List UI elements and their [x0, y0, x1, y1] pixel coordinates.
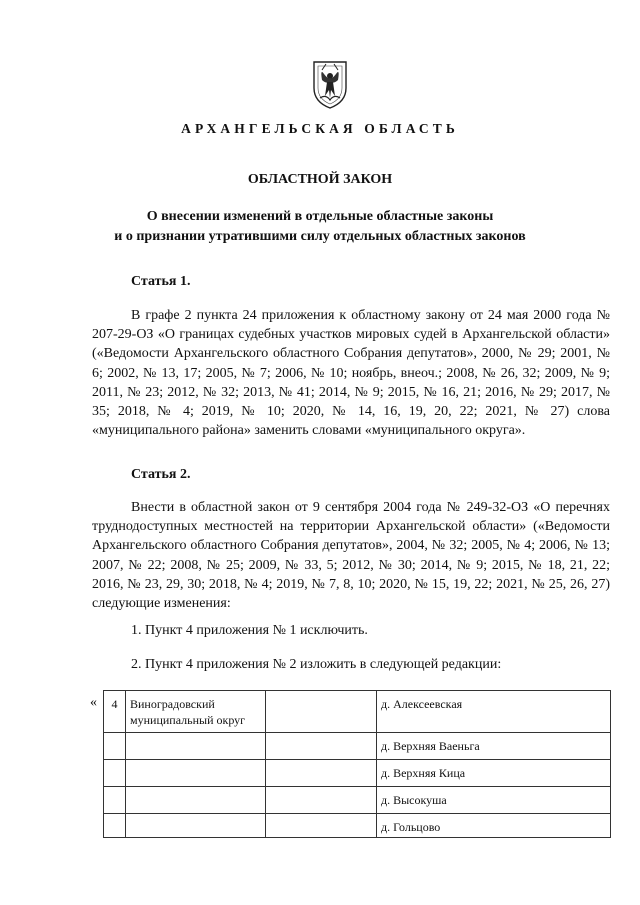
- extra-cell: [266, 787, 377, 814]
- table-row: [104, 733, 611, 760]
- article-2-item-2: 2. Пункт 4 приложения № 2 изложить в следующей редакции:: [131, 657, 502, 672]
- locality-cell: д. Верхняя Ваеньга: [377, 733, 611, 760]
- localities-table: [103, 690, 611, 838]
- row-number: [104, 733, 126, 760]
- law-title-line-2: и о признании утратившими силу отдельных областных законов: [114, 229, 526, 244]
- extra-cell: [266, 814, 377, 838]
- locality-cell: д. Алексеевская: [377, 691, 611, 733]
- article-2-item-1: 1. Пункт 4 приложения № 1 исключить.: [131, 623, 368, 638]
- article-2-heading: Статья 2.: [131, 467, 191, 482]
- open-quote: «: [90, 695, 97, 710]
- law-type-heading: ОБЛАСТНОЙ ЗАКОН: [247, 172, 393, 187]
- article-1-text: В графе 2 пункта 24 приложения к областному закону от 24 мая 2000 года № 207-29-ОЗ «О границах судебных участков мировых судей в Архангельской области» («Ведомости Архангельского областного Собрания депутатов», 2000, № 29; 2001, № 6; 2002, № 13, 17; 2005, № 7; 2006, № 10; ноябрь, внеоч.; 2008, № 26, 32; 2009, № 9; 2011, № 23; 2012, № 32; 2013, № 41; 2014, № 9; 2015, № 16, 21; 2016, № 29; 2017, № 35; 2018, № 4; 2019, № 10; 2020, № 14, 16, 19, 20, 22; 2021, № 27) слова «муниципального района» заменить словами «муниципального округа».: [92, 308, 610, 439]
- locality-cell: д. Высокуша: [377, 787, 611, 814]
- article-1-heading: Статья 1.: [131, 274, 191, 289]
- district-cell: [126, 814, 266, 838]
- extra-cell: [266, 691, 377, 733]
- coat-of-arms-icon: [300, 58, 360, 110]
- extra-cell: [266, 733, 377, 760]
- row-number: [104, 787, 126, 814]
- locality-cell: д. Верхняя Кица: [377, 760, 611, 787]
- table-row: [104, 814, 611, 838]
- law-title-line-1: О внесении изменений в отдельные областные законы: [146, 209, 494, 224]
- district-cell: [126, 760, 266, 787]
- law-title: [0, 207, 640, 247]
- article-2-text: Внести в областной закон от 9 сентября 2004 года № 249-32-ОЗ «О перечнях труднодоступных местностей на территории Архангельской области» («Ведомости Архангельского областного Собрания депутатов», 2004, № 32; 2005, № 4; 2006, № 13; 2007, № 22; 2008, № 25; 2009, № 33, 5; 2012, № 30; 2014, № 9; 2015, № 18, 21, 22; 2016, № 23, 29, 30; 2018, № 4; 2019, № 7, 8, 10; 2020, № 15, 19, 22; 2021, № 25, 26, 27) следующие изменения:: [92, 500, 610, 612]
- region-name: АРХАНГЕЛЬСКАЯ ОБЛАСТЬ: [181, 121, 459, 136]
- row-number: 4: [104, 691, 126, 733]
- table-row: [104, 787, 611, 814]
- district-cell: [126, 787, 266, 814]
- row-number: [104, 760, 126, 787]
- extra-cell: [266, 760, 377, 787]
- row-number: [104, 814, 126, 838]
- table-row: [104, 760, 611, 787]
- district-cell: Виноградовский муниципальный округ: [126, 691, 266, 733]
- district-cell: [126, 733, 266, 760]
- table-row: [104, 691, 611, 733]
- locality-cell: д. Гольцово: [377, 814, 611, 838]
